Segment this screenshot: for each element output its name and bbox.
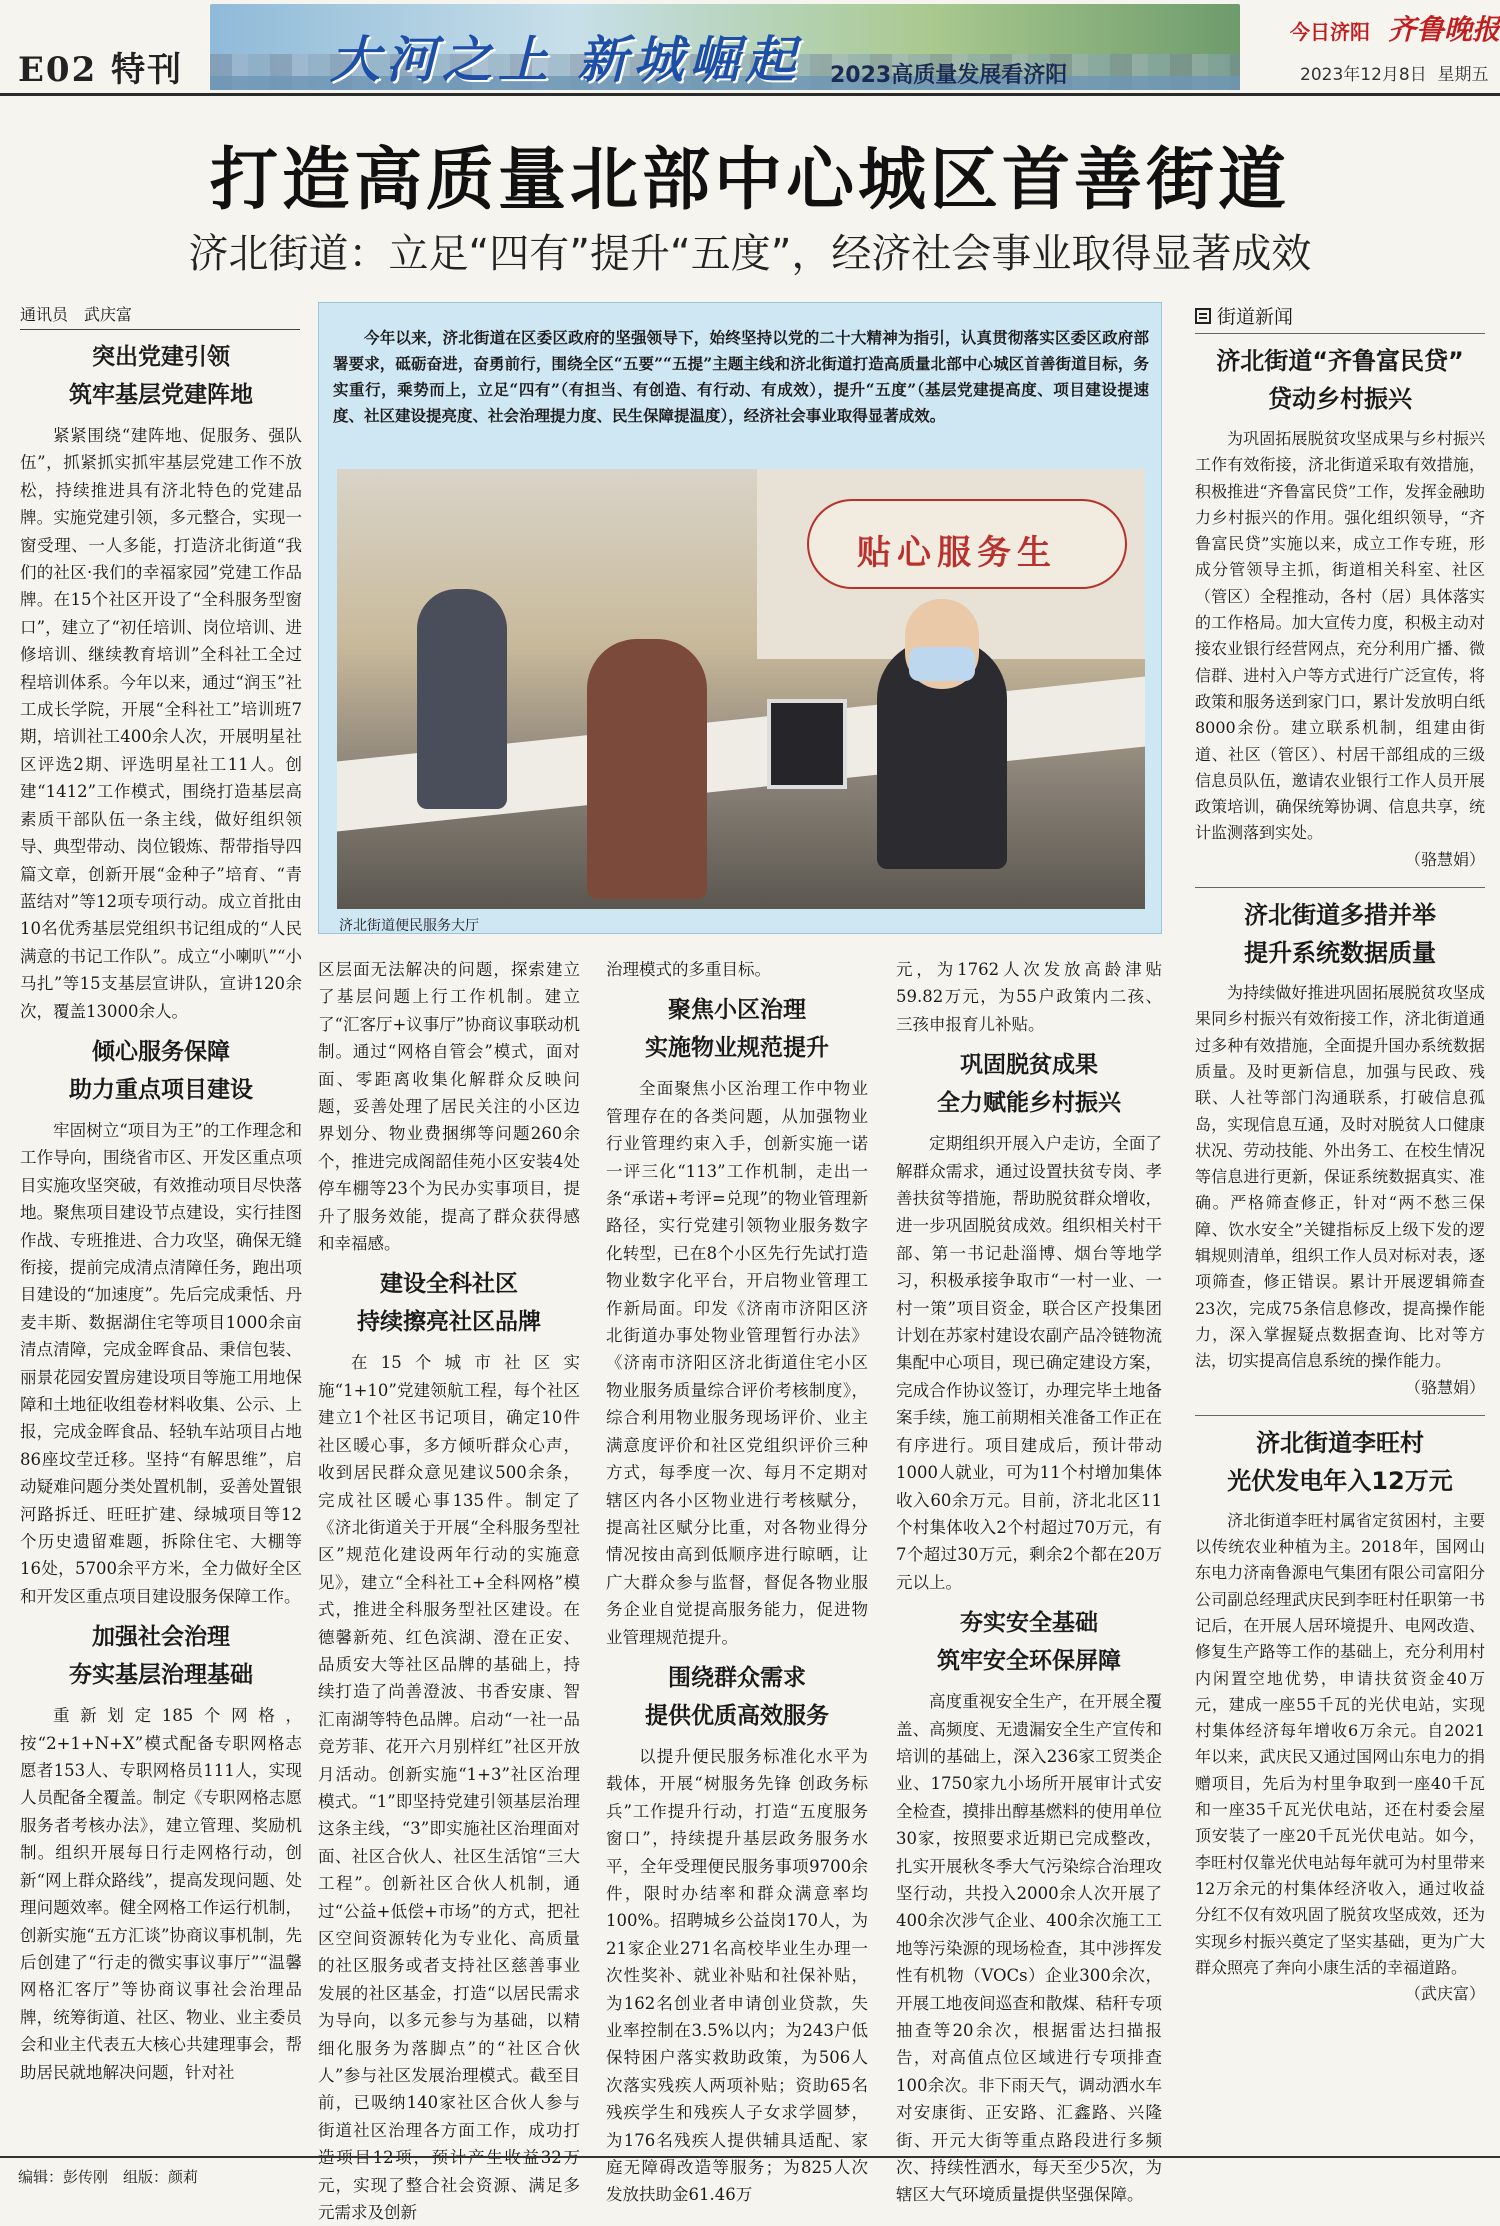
news-rail — [1195, 302, 1485, 2147]
lead-box — [318, 302, 1162, 934]
author-sign: （骆慧娟） — [1404, 849, 1485, 869]
section-title: 建设全科社区 持续擦亮社区品牌 — [357, 1271, 541, 1336]
rail-header: 街道新闻 — [1195, 302, 1485, 334]
edition-label: 今日济阳 — [1290, 20, 1370, 44]
news-paragraph: 济北街道李旺村属省定贫困村，主要以传统农业种植为主。2018年，国网山东电力济南鲁源电气集团有限公司富阳分公司副总经理武庆民到李旺村任职第一书记后，在开展人居环境提升、电网改造、修复生产路等工作的基础上，充分利用村内闲置空地优势，申请扶贫资金40万元，建成一座55千瓦的光伏电站，实现村集体经济每年增收6万余元。自2021年以来，武庆民又通过国网山东电力的捐赠项目，先后为村里争取到一座40千瓦和一座35千瓦光伏电站，还在村委会屋顶安装了一座20千瓦光伏电站。如今，李旺村仅靠光伏电站每年就可为村里带来12万余元的村集体经济收入，通过收益分红不仅有效巩固了脱贫攻坚成效，还为实现乡村振兴奠定了坚实基础，更为广大群众照亮了奔向小康生活的幸福道路。 — [1195, 1510, 1485, 1977]
monitor-icon — [767, 699, 847, 789]
section-title: 巩固脱贫成果 全力赋能乡村振兴 — [937, 1052, 1121, 1117]
section-title: 突出党建引领 筑牢基层党建阵地 — [69, 344, 253, 408]
article-paragraph: 高度重视安全生产，在开展全覆盖、高频度、无遗漏安全生产宣传和培训的基础上，深入236家工贸类企业、1750家九小场所开展审计式安全检查，摸排出醇基燃料的使用单位30家，按照要求近期已完成整改，扎实开展秋冬季大气污染综合治理攻坚行动，共投入2000余人次开展了400余次涉气企业、400余次施工工地等污染源的现场检查，其中涉挥发性有机物（VOCs）企业300余次，开展工地夜间巡查和散煤、秸秆专项抽查等20余次，根据雷达扫描报告，对高值点位区域进行专项排查100余次。非下雨天气，调动洒水车对安康街、正安路、汇鑫路、兴隆街、开元大街等重点路段进行多频次、持续性洒水，每天至少5次，为辖区大气环境质量提供坚强保障。 — [896, 1692, 1162, 2205]
article-paragraph: 定期组织开展入户走访，全面了解群众需求，通过设置扶贫专岗、孝善扶贫等措施，帮助脱贫群众增收，进一步巩固脱贫成效。组织相关村干部、第一书记赴淄博、烟台等地学习，积极承接争取市“一村一业、一村一策”项目资金，联合区产投集团计划在苏家村建设农副产品冷链物流集配中心项目，现已确定建设方案，完成合作协议签订，办理完毕土地备案手续，施工前期相关准备工作正在有序进行。项目建成后，预计带动1000人就业，可为11个村增加集体收入60余万元。目前，济北北区11个村集体收入2个村超过70万元，有7个超过30万元，剩余2个都在20万元以上。 — [896, 1134, 1162, 1592]
news-paragraph: 为持续做好推进巩固拓展脱贫攻坚成果同乡村振兴有效衔接工作，济北街道通过多种有效措施，全面提升国办系统数据质量。及时更新信息，加强与民政、残联、人社等部门沟通联系，打破信息孤岛，实现信息互通，及时对脱贫人口健康状况、劳动技能、外出务工、在校生情况等信息进行更新，保证系统数据真实、准确。严格筛查修正，针对“两不愁三保障、饮水安全”关键指标反上级下发的逻辑规则清单，组织工作人员对标对表，逐项筛查，修正错误。累计开展逻辑筛查23次，完成75条信息修改，提高操作能力，深入掌握疑点数据查询、比对等方法，切实提高信息系统的操作能力。 — [1195, 983, 1485, 1371]
section-title: 聚焦小区治理 实施物业规范提升 — [645, 997, 829, 1062]
article-paragraph: 治理模式的多重目标。 — [606, 960, 771, 979]
section-title: 加强社会治理 夯实基层治理基础 — [69, 1624, 253, 1689]
author-sign: （骆慧娟） — [1404, 1377, 1485, 1397]
banner-slogan: 大河之上 新城崛起 — [330, 31, 802, 89]
column-4 — [896, 956, 1162, 2205]
news-title: 济北街道李旺村 光伏发电年入12万元 — [1227, 1428, 1453, 1495]
news-icon — [1195, 308, 1211, 324]
section-title: 夯实安全基础 筑牢安全环保屏障 — [937, 1610, 1121, 1675]
section-name: 特刊 — [111, 50, 184, 90]
newspaper-logo: 齐鲁晚报 — [1388, 13, 1500, 46]
lead-paragraph: 今年以来，济北街道在区委区政府的坚强领导下，始终坚持以党的二十大精神为指引，认真贯彻落实区委区政府部署要求，砥砺奋进，奋勇前行，围绕全区“五要”“五提”主题主线和济北街道打造高质量北部中心城区首善街道目标，务实重行，乘势而上，立足“四有”（有担当、有创造、有行动、有成效），提升“五度”（基层党建提高度、项目建设提速度、社区建设提亮度、社会治理提力度、民生保障提温度），经济社会事业取得显著成效。 — [333, 328, 1149, 425]
section-title: 倾心服务保障 助力重点项目建设 — [69, 1038, 253, 1103]
column-1 — [20, 330, 302, 2145]
photo-caption: 济北街道便民服务大厅 — [339, 918, 479, 934]
article-paragraph: 牢固树立“项目为王”的工作理念和工作导向，围绕省市区、开发区重点项目实施攻坚突破，有效推动项目尽快落地。聚焦项目建设节点建设，实行挂图作战、专班推进、合力攻坚，确保无缝衔接，提前完成清点清障任务，跑出项目建设的“加速度”。先后完成秉恬、丹麦丰斯、数据湖住宅等项目1000余亩清点清障，完成金晖食品、秉信包装、丽景花园安置房建设项目等施工用地保障和土地征收组卷材料收集、公示、上报，完成金晖食品、轻轨车站项目占地86座坟茔迁移。坚持“有解思维”，启动疑难问题分类处置机制，妥善处置银河路拆迁、旺旺扩建、绿城项目等12个历史遗留难题，拆除住宅、大棚等16处，5700余平方米，全力做好全区和开发区重点项目建设服务保障工作。 — [20, 1120, 302, 1606]
article-paragraph: 区层面无法解决的问题，探索建立了基层问题上行工作机制。建立了“汇客厅+议事厅”协商议事联动机制。通过“网格自管会”模式，面对面、零距离收集化解群众反映问题，妥善处理了居民关注的小区边界划分、物业费捆绑等问题260余个，推进完成阁韶佳苑小区安装4处停车棚等23个为民办实事项目，提升了服务效能，提高了群众获得感和幸福感。 — [318, 960, 580, 1254]
banner-subtitle: 2023高质量发展看济阳 — [830, 63, 1068, 88]
news-paragraph: 为巩固拓展脱贫攻坚成果与乡村振兴工作有效衔接，济北街道采取有效措施，积极推进“齐鲁富民贷”工作，发挥金融助力乡村振兴的作用。强化组织领导，“齐鲁富民贷”实施以来，成立工作专班，形成分管领导主抓，街道相关科室、社区（管区）全程推动，各村（居）具体落实的工作格局。加大宣传力度，积极主动对接农业银行经营网点，充分利用广播、微信群、进村入户等方式进行广泛宣传，将政策和服务送到家门口，累计发放明白纸8000余份。建立联系机制，组建由街道、社区（管区）、村居干部组成的三级信息员队伍，邀请农业银行工作人员开展政策培训，确保统筹协调、信息共享，统计监测落到实处。 — [1195, 429, 1485, 843]
page-number: E02 特刊 — [18, 50, 184, 90]
article-paragraph: 以提升便民服务标准化水平为载体，开展“树服务先锋 创政务标兵”工作提升行动，打造“五度服务窗口”，持续提升基层政务服务水平，全年受理便民服务事项9700余件，限时办结率和群众满意率均100%。招聘城乡公益岗170人，为21家企业271名高校毕业生办理一次性奖补、就业补贴和社保补贴，为162名创业者申请创业贷款，失业率控制在3.5%以内；为243户低保特困户落实救助政策，为506人次落实残疾人两项补贴；资助65名残疾学生和残疾人子女求学圆梦，为176名残疾人提供辅具适配、家庭无障碍改造等服务；为825人次发放扶助金61.46万 — [606, 1746, 868, 2205]
article-paragraph: 全面聚焦小区治理工作中物业管理存在的各类问题，从加强物业行业管理约束入手，创新实施一诺一评三化“113”工作机制，走出一条“承诺+考评=兑现”的物业管理新路径，实行党建引领物业服务数字化转型，已在8个小区先行先试打造物业数字化平台，开启物业管理工作新局面。印发《济南市济阳区济北街道办事处物业管理暂行办法》《济南市济阳区济北街道住宅小区物业服务质量综合评价考核制度》，综合利用物业服务现场评价、业主满意度评价和社区党组织评价三种方式，每季度一次、每月不定期对辖区内各小区物业进行考核赋分，提高社区赋分比重，对各物业得分情况按由高到低顺序进行晾晒，让广大群众参与监督，督促各物业服务企业自觉提高服务能力，促进物业管理规范提升。 — [606, 1079, 868, 1647]
article-paragraph: 元，为1762人次发放高龄津贴59.82万元，为55户政策内二孩、三孩申报育儿补贴。 — [896, 960, 1162, 1034]
news-title: 济北街道“齐鲁富民贷” 贷动乡村振兴 — [1216, 347, 1464, 413]
subheadline: 济北街道：立足“四有”提升“五度”，经济社会事业取得显著成效 — [188, 231, 1312, 277]
byline: 通讯员 武庆富 — [20, 302, 300, 330]
column-3 — [606, 956, 868, 2205]
service-hall-photo: 贴心服务生 — [337, 469, 1145, 909]
headline: 打造高质量北部中心城区首善街道 — [209, 140, 1290, 220]
article-paragraph: 在15个城市社区实施“1+10”党建领航工程，每个社区建立1个社区书记项目，确定10件社区暖心事，多方倾听群众心声，收到居民群众意见建议500余条，完成社区暖心事135件。制定了《济北街道关于开展“全科服务型社区”规范化建设两年行动的实施意见》，建立“全科社工+全科网格”模式，推进全科服务型社区建设。在德馨新苑、红色滨湖、澄在正安、品质安大等社区品牌的基础上，持续打造了尚善澄波、书香安康、智汇南湖等特色品牌。启动“一社一品竞芳菲、花开六月别样红”社区开放月活动。创新实施“1+3”社区治理模式。“1”即坚持党建引领基层治理这条主线，“3”即实施社区治理面对面、社区合伙人、社区生活馆“三大工程”。创新社区合伙人机制，通过“公益+低偿+市场”的方式，把社区空间资源转化为专业化、高质量的社区服务或者支持社区慈善事业发展的社区基金，打造“以居民需求为导向，以多元参与为基础，以精细化服务为落脚点”的“社区合伙人”参与社区发展治理模式。截至目前，已吸纳140家社区合伙人参与街道社区治理各方面工作，成功打造项目12项，预计产生收益32万元，实现了整合社会资源、满足多元需求及创新 — [318, 1353, 580, 2223]
banner-image — [210, 4, 1240, 90]
section-title: 围绕群众需求 提供优质高效服务 — [645, 1664, 829, 1729]
author-sign: （武庆富） — [1404, 1984, 1485, 2004]
article-paragraph: 紧紧围绕“建阵地、促服务、强队伍”，抓紧抓实抓牢基层党建工作不放松，持续推进具有济北特色的党建品牌。实施党建引领，多元整合，实现一窗受理、一人多能，打造济北街道“我们的社区·我们的幸福家园”党建工作品牌。在15个社区开设了“全科服务型窗口”，建立了“初任培训、岗位培训、进修培训、继续教育培训”全科社工全过程培训体系。今年以来，通过“润玉”社工成长学院，开展“全科社工”培训班7期，培训社工400余人次，开展明星社区评选2期、评选明星社工11人。创建“1412”工作模式，围绕打造基层高素质干部队伍一条主线，做好组织领导、典型带动、岗位锻炼、帮带指导四篇文章，创新开展“金种子”培育、“青蓝结对”等12项专项行动。成立首批由10名优秀基层党组织书记组成的“人民满意的书记工作队”。成立“小喇叭”“小马扎”等15支基层宣讲队，宣讲120余次，覆盖13000余人。 — [20, 426, 302, 1021]
news-title: 济北街道多措并举 提升系统数据质量 — [1244, 901, 1436, 968]
column-2 — [318, 956, 580, 2223]
editor-credits: 编辑：彭传刚 组版：颜莉 — [18, 2168, 199, 2186]
article-paragraph: 重新划定185个网格，按“2+1+N+X”模式配备专职网格志愿者153人、专职网格员111人，实现人员配备全覆盖。制定《专职网格志愿服务者考核办法》，建立管理、奖励机制。组织开展每日行走网格行动，创新“网上群众路线”，提高发现问题、处理问题效率。健全网格工作运行机制，创新实施“五方汇谈”协商议事机制，先后创建了“行走的微实事议事厅”“温馨网格汇客厅”等协商议事社会治理品牌，统筹街道、社区、物业、业主委员会和业主代表五大核心共建理事会，帮助居民就地解决问题，针对社 — [20, 1706, 302, 2082]
masthead — [0, 0, 1500, 96]
issue-date: 2023年12月8日 星期五 — [1300, 65, 1489, 85]
